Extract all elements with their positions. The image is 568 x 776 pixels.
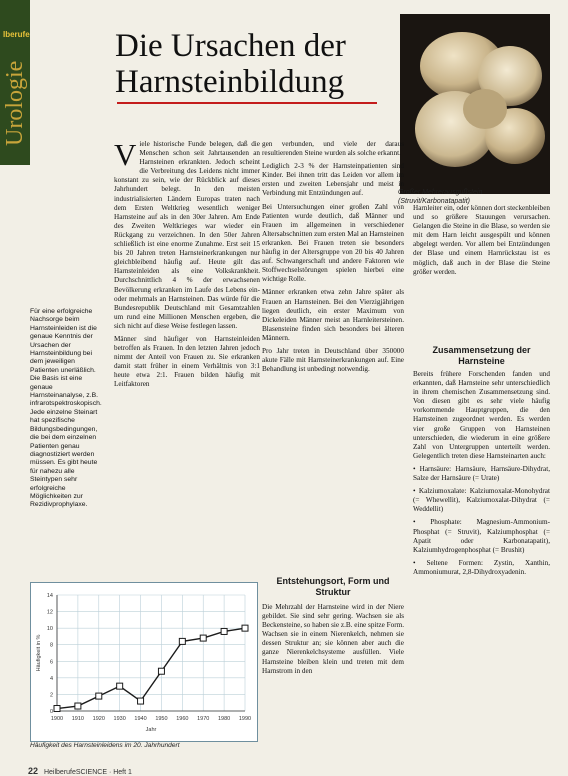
y-tick-label: 2 bbox=[49, 692, 53, 699]
y-tick-label: 6 bbox=[49, 659, 53, 666]
x-tick-label: 1950 bbox=[155, 716, 168, 722]
paragraph: Lediglich 2-3 % der Harnsteinpatienten sind Kinder. Bei ihnen tritt das Leiden vor allem im ersten und zweiten Lebensjahr und meist in Verbindung mit Entzündungen auf. bbox=[262, 162, 404, 198]
x-tick-label: 1930 bbox=[113, 716, 126, 722]
article-column-2 bbox=[262, 140, 404, 582]
page-number: 22 bbox=[28, 766, 39, 776]
stone-illustration bbox=[400, 14, 550, 194]
chart-caption: Häufigkeit des Harnsteinleidens im 20. Jahrhundert bbox=[30, 742, 180, 749]
x-tick-label: 1900 bbox=[50, 716, 64, 722]
data-point bbox=[179, 638, 185, 644]
article-column-3 bbox=[413, 204, 550, 322]
x-tick-label: 1990 bbox=[238, 716, 252, 722]
footer-text: HeilberufeSCIENCE · Heft 1 bbox=[43, 769, 132, 776]
kidney-stone-photo bbox=[400, 14, 550, 194]
data-point bbox=[138, 698, 144, 704]
x-tick-label: 1910 bbox=[71, 716, 85, 722]
paragraph: Bei Untersuchungen einer großen Zahl von Patienten wurde deutlich, daß Männer und Frauen im allgemeinen in verschiedener Altersabschnitten zum ersten Mal an Harnsteinen erkranken. Bei Frauen treten sie besonders häufig in der Altersgruppe von 20 bis 40 Jahren auf. Schwangerschaft und andere Faktoren wie Stoffwechselstörungen spielen hierbei eine wichtige Rolle. bbox=[262, 202, 404, 284]
photo-caption: Großer Mehrerausgußstein (Struvit/Karbonatapatit) bbox=[398, 189, 483, 205]
y-tick-label: 0 bbox=[49, 709, 53, 715]
subheading-composition: Zusammensetzung der Harnsteine bbox=[432, 345, 531, 366]
paragraph: Die Mehrzahl der Harnsteine wird in der Niere gebildet. Sie sind sehr gering. Wachsen sie als Beckensteine, so haben sie z.B. eine spitze Form. Wachsen sie in einem Nierenkelch, nehmen sie dessen Struktur an; sie können aber auch die ganze Nierenkelchsysteme ausfüllen. Viele Harnsteine bleiben klein und treten mit dem Harnstrom in den bbox=[262, 603, 404, 675]
y-axis-label: Häufigkeit in % bbox=[36, 634, 42, 672]
data-point bbox=[54, 706, 60, 712]
y-tick-label: 12 bbox=[46, 609, 53, 616]
paragraph: Bereits frühere Forschenden fanden und erkannten, daß Harnsteine sehr unterschiedlich in ihrem chemischen Zusammensetzung sind. Von diesen gibt es sehr viele häufig vorkommende Hauptgruppen, die den Harnsteinen zugeordnet werden. Es werden vier große Gruppen von Harnsteinen unterschieden, die wiederum in eine größere Zahl von Untergruppen unterteilt werden. Gelegentlich treten diese Harnsteinarten auch: bbox=[413, 370, 550, 460]
list-item: • Seltene Formen: Zystin, Xanthin, Ammoniumurat, 2,8-Dihydroxyadenin. bbox=[413, 558, 550, 576]
list-item: • Harnsäure: Harnsäure, Harnsäure-Dihydrat, Salze der Harnsäure (= Urate) bbox=[413, 464, 550, 483]
article-column-2-lower bbox=[262, 603, 404, 763]
article-title bbox=[115, 28, 415, 100]
y-tick-label: 4 bbox=[49, 675, 53, 682]
paragraph: Männer erkranken etwa zehn Jahre später als Frauen an Harnsteinen. Bei den Vierzigjährigen liegen deutlich, ein erster Maximum von Dickeleiden Männer meist an Harnleitersteinen. Blasensteine finden sich besonders bei älteren Männern. bbox=[262, 288, 404, 342]
article-title-line1: Die Ursachen der bbox=[115, 28, 346, 64]
article-column-3-lower bbox=[413, 370, 550, 770]
data-point bbox=[96, 693, 102, 699]
list-item: • Phosphate: Magnesium-Ammonium-Phosphat (= Struvit), Kalziumphosphat (= Apatit oder Karbonatapatit), Kalziumhydrogenphosphat (= Brushit) bbox=[413, 518, 550, 554]
sidebar-summary: Für eine erfolgreiche Nachsorge beim Harnsteinleiden ist die genaue Kenntnis der Ursachen der Harnsteinbildung bei dem jeweiligen Patienten unerläßlich. Die Basis ist eine genaue Harnsteinanalyse, z.B. infrarotspektroskopisch. Jede einzelne Steinart hat spezifische Bildungsbedingungen, die bei dem einzelnen Patienten genau diagnostiziert werden müssen. Es gibt heute für nahezu alle Steintypen sehr erfolgreiche Möglichkeiten zur Rezidivprophylaxe. bbox=[30, 308, 102, 509]
y-tick-label: 10 bbox=[46, 626, 53, 633]
data-point bbox=[117, 683, 123, 689]
data-point bbox=[200, 635, 206, 641]
data-point bbox=[75, 703, 81, 709]
y-tick-label: 8 bbox=[49, 642, 53, 649]
article-title-line2: Harnsteinbildung bbox=[115, 64, 345, 100]
paragraph: Pro Jahr treten in Deutschland über 350000 akute Fälle mit Harnsteinerkrankungen auf. Eine Behandlung ist unbedingt notwendig. bbox=[262, 346, 404, 374]
frequency-chart bbox=[30, 582, 258, 742]
x-tick-label: 1940 bbox=[134, 716, 147, 722]
page-footer bbox=[28, 766, 132, 776]
paragraph: Männer sind häufiger von Harnsteinleiden betroffen als Frauen. In den letzten Jahren jedoch nimmt der Anteil von Frauen zu. Sie erkranken damit statt früher in einem Verhältnis von 3:1 heute etwa 2:1. Frauen bilden häufig mit Leitfaktoren bbox=[114, 334, 260, 389]
list-item: • Kalziumoxalate: Kalziumoxalat-Monohydrat (= Whewellit), Kalziumoxalat-Dihydrat (= Weddellit) bbox=[413, 487, 550, 514]
y-tick-label: 14 bbox=[46, 593, 53, 599]
x-tick-label: 1920 bbox=[92, 716, 105, 722]
x-axis-label: Jahr bbox=[145, 727, 157, 733]
series-line bbox=[57, 628, 245, 708]
title-underline bbox=[117, 102, 377, 104]
drop-cap: V bbox=[114, 140, 137, 172]
subheading-origin-form-structure: Entstehungsort, Form und Struktur bbox=[276, 576, 390, 597]
data-point bbox=[158, 668, 164, 674]
article-column-1 bbox=[114, 140, 260, 580]
paragraph: Harnleiter ein, oder können dort steckenbleiben und so größere Stauungen verursachen. Gelangen die Steine in die Blase, so werden sie mit dem Harn leicht ausgespült und können abgelegt werden. Vor allem bei Entzündungen der Blase und einem Harnrückstau ist es möglich, daß auch in der Blase die Steine größer werden. bbox=[413, 204, 550, 276]
data-point bbox=[242, 625, 248, 631]
frequency-chart-svg bbox=[31, 583, 257, 741]
paragraph: gen verbunden, und viele der daraus resultierenden Steine wurden als solche erkannt. bbox=[262, 140, 404, 158]
x-tick-label: 1980 bbox=[217, 716, 231, 722]
section-band bbox=[0, 0, 30, 165]
section-label: Iberufe bbox=[3, 30, 30, 39]
x-tick-label: 1970 bbox=[197, 716, 210, 722]
paragraph: iele historische Funde belegen, daß die Menschen schon seit Jahrtausenden an Harnsteinen erkrankten. Jedoch scheint die Verbreitung des Leidens nicht immer konstant zu sein, wie der Rückblick auf dieses Jahrhundert belegt. In den meisten industrialisierten Ländern Europas traten nach dem Ersten Weltkrieg wesentlich weniger Harnsteine auf als in den 30er Jahren. Am Ende des Zweiten Weltkrieges war wieder ein Rückgang zu verzeichnen. In den 50er Jahren schließlich ist eine enorme Zunahme. Erst seit 15 bis 20 Jahren treten Harnsteinerkrankungen nur gleichbleibend häufig auf. Heute gilt das Harnsteinleiden als eine Volkskrankheit. Durchschnittlich 4 % der erwachsenen Bevölkerung erkranken im Laufe des Lebens ein- oder mehrmals an Harnsteinen. Das würde für die Bundesrepublik Deutschland mit Gesamtzahlen um rund eine Millionen Menschen ergeben, die sich nicht auf diese Weise festlegen lassen. bbox=[114, 140, 260, 330]
vertical-section-title: Urologie bbox=[2, 60, 28, 146]
data-point bbox=[221, 628, 227, 634]
x-tick-label: 1960 bbox=[176, 716, 189, 722]
